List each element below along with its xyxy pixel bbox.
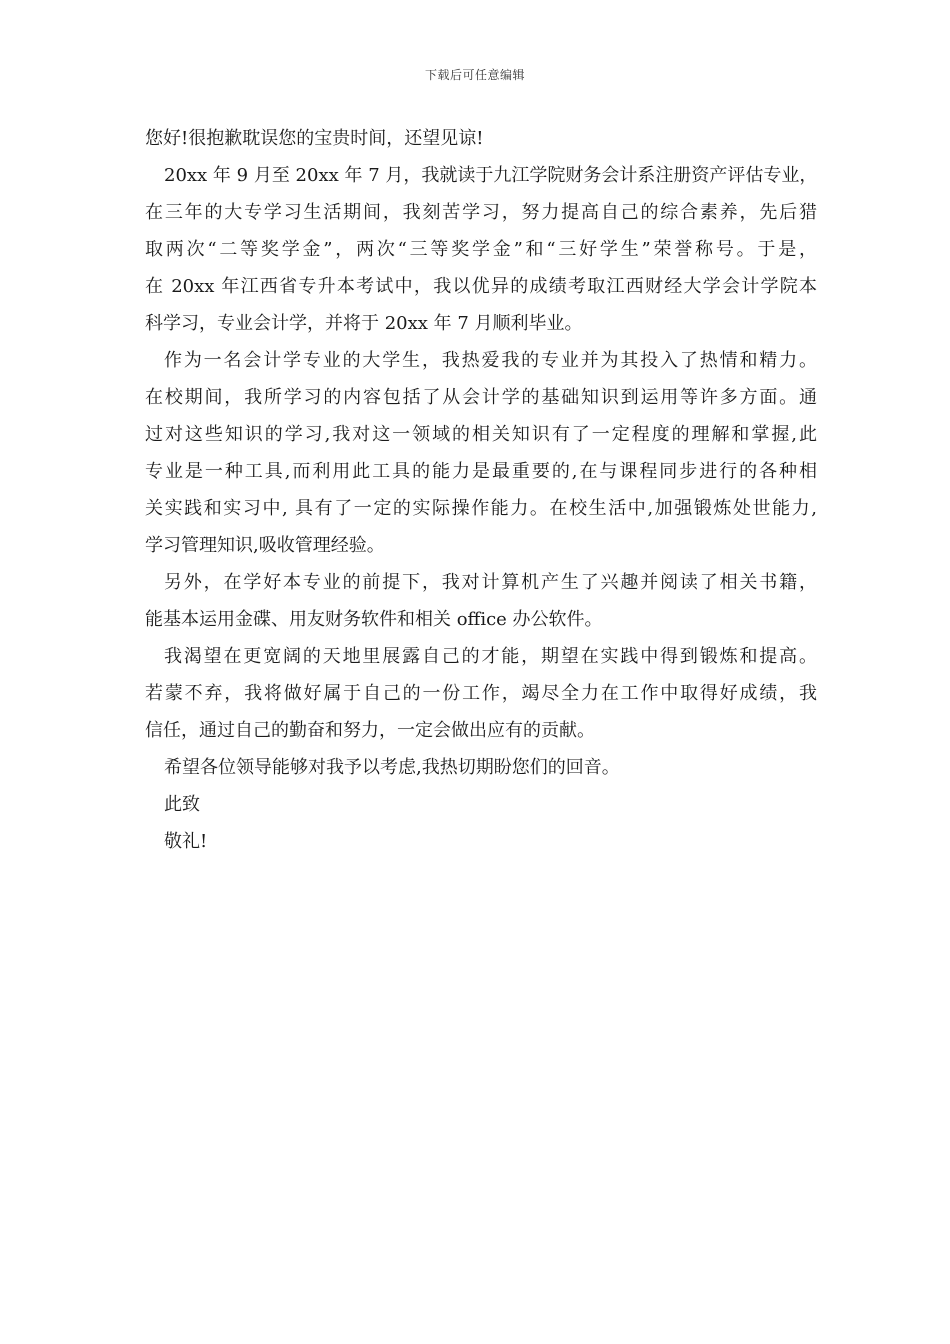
paragraph-line: 专业是一种工具,而利用此工具的能力是最重要的,在与课程同步进行的各种相	[145, 461, 817, 482]
header-note: 下载后可任意编辑	[424, 68, 525, 82]
paragraph-line: 若蒙不弃，我将做好属于自己的一份工作，竭尽全力在工作中取得好成绩，我	[145, 683, 817, 704]
greeting-line: 您好!很抱歉耽误您的宝贵时间，还望见谅!	[145, 128, 484, 149]
paragraph-line: 在校期间，我所学习的内容包括了从会计学的基础知识到运用等许多方面。通	[145, 387, 817, 408]
paragraph-line: 另外，在学好本专业的前提下，我对计算机产生了兴趣并阅读了相关书籍，	[164, 572, 817, 593]
paragraph-line: 关实践和实习中, 具有了一定的实际操作能力。在校生活中,加强锻炼处世能力,	[145, 498, 817, 519]
paragraph-line: 我渴望在更宽阔的天地里展露自己的才能，期望在实践中得到锻炼和提高。	[164, 646, 817, 667]
paragraph-line: 希望各位领导能够对我予以考虑,我热切期盼您们的回音。	[164, 757, 620, 778]
paragraph-line: 能基本运用金碟、用友财务软件和相关 office 办公软件。	[145, 609, 603, 630]
paragraph-line: 学习管理知识,吸收管理经验。	[145, 535, 385, 556]
letter-body	[145, 120, 817, 860]
paragraph-line: 过对这些知识的学习,我对这一领域的相关知识有了一定程度的理解和掌握,此	[145, 424, 817, 445]
paragraph-line: 科学习，专业会计学，并将于 20xx 年 7 月顺利毕业。	[145, 313, 583, 334]
paragraph-line: 信任，通过自己的勤奋和努力，一定会做出应有的贡献。	[145, 720, 595, 741]
paragraph-line: 20xx 年 9 月至 20xx 年 7 月，我就读于九江学院财务会计系注册资产评估专业，	[164, 165, 818, 186]
closing-line: 此致	[164, 794, 200, 815]
paragraph-line: 作为一名会计学专业的大学生，我热爱我的专业并为其投入了热情和精力。	[164, 350, 817, 371]
paragraph-line: 取两次“二等奖学金”，两次“三等奖学金”和“三好学生”荣誉称号。于是，	[145, 239, 817, 260]
closing-salutation: 敬礼!	[164, 831, 208, 852]
paragraph-line: 在三年的大专学习生活期间，我刻苦学习，努力提高自己的综合素养，先后猎	[145, 202, 817, 223]
paragraph-line: 在 20xx 年江西省专升本考试中，我以优异的成绩考取江西财经大学会计学院本	[145, 276, 817, 297]
